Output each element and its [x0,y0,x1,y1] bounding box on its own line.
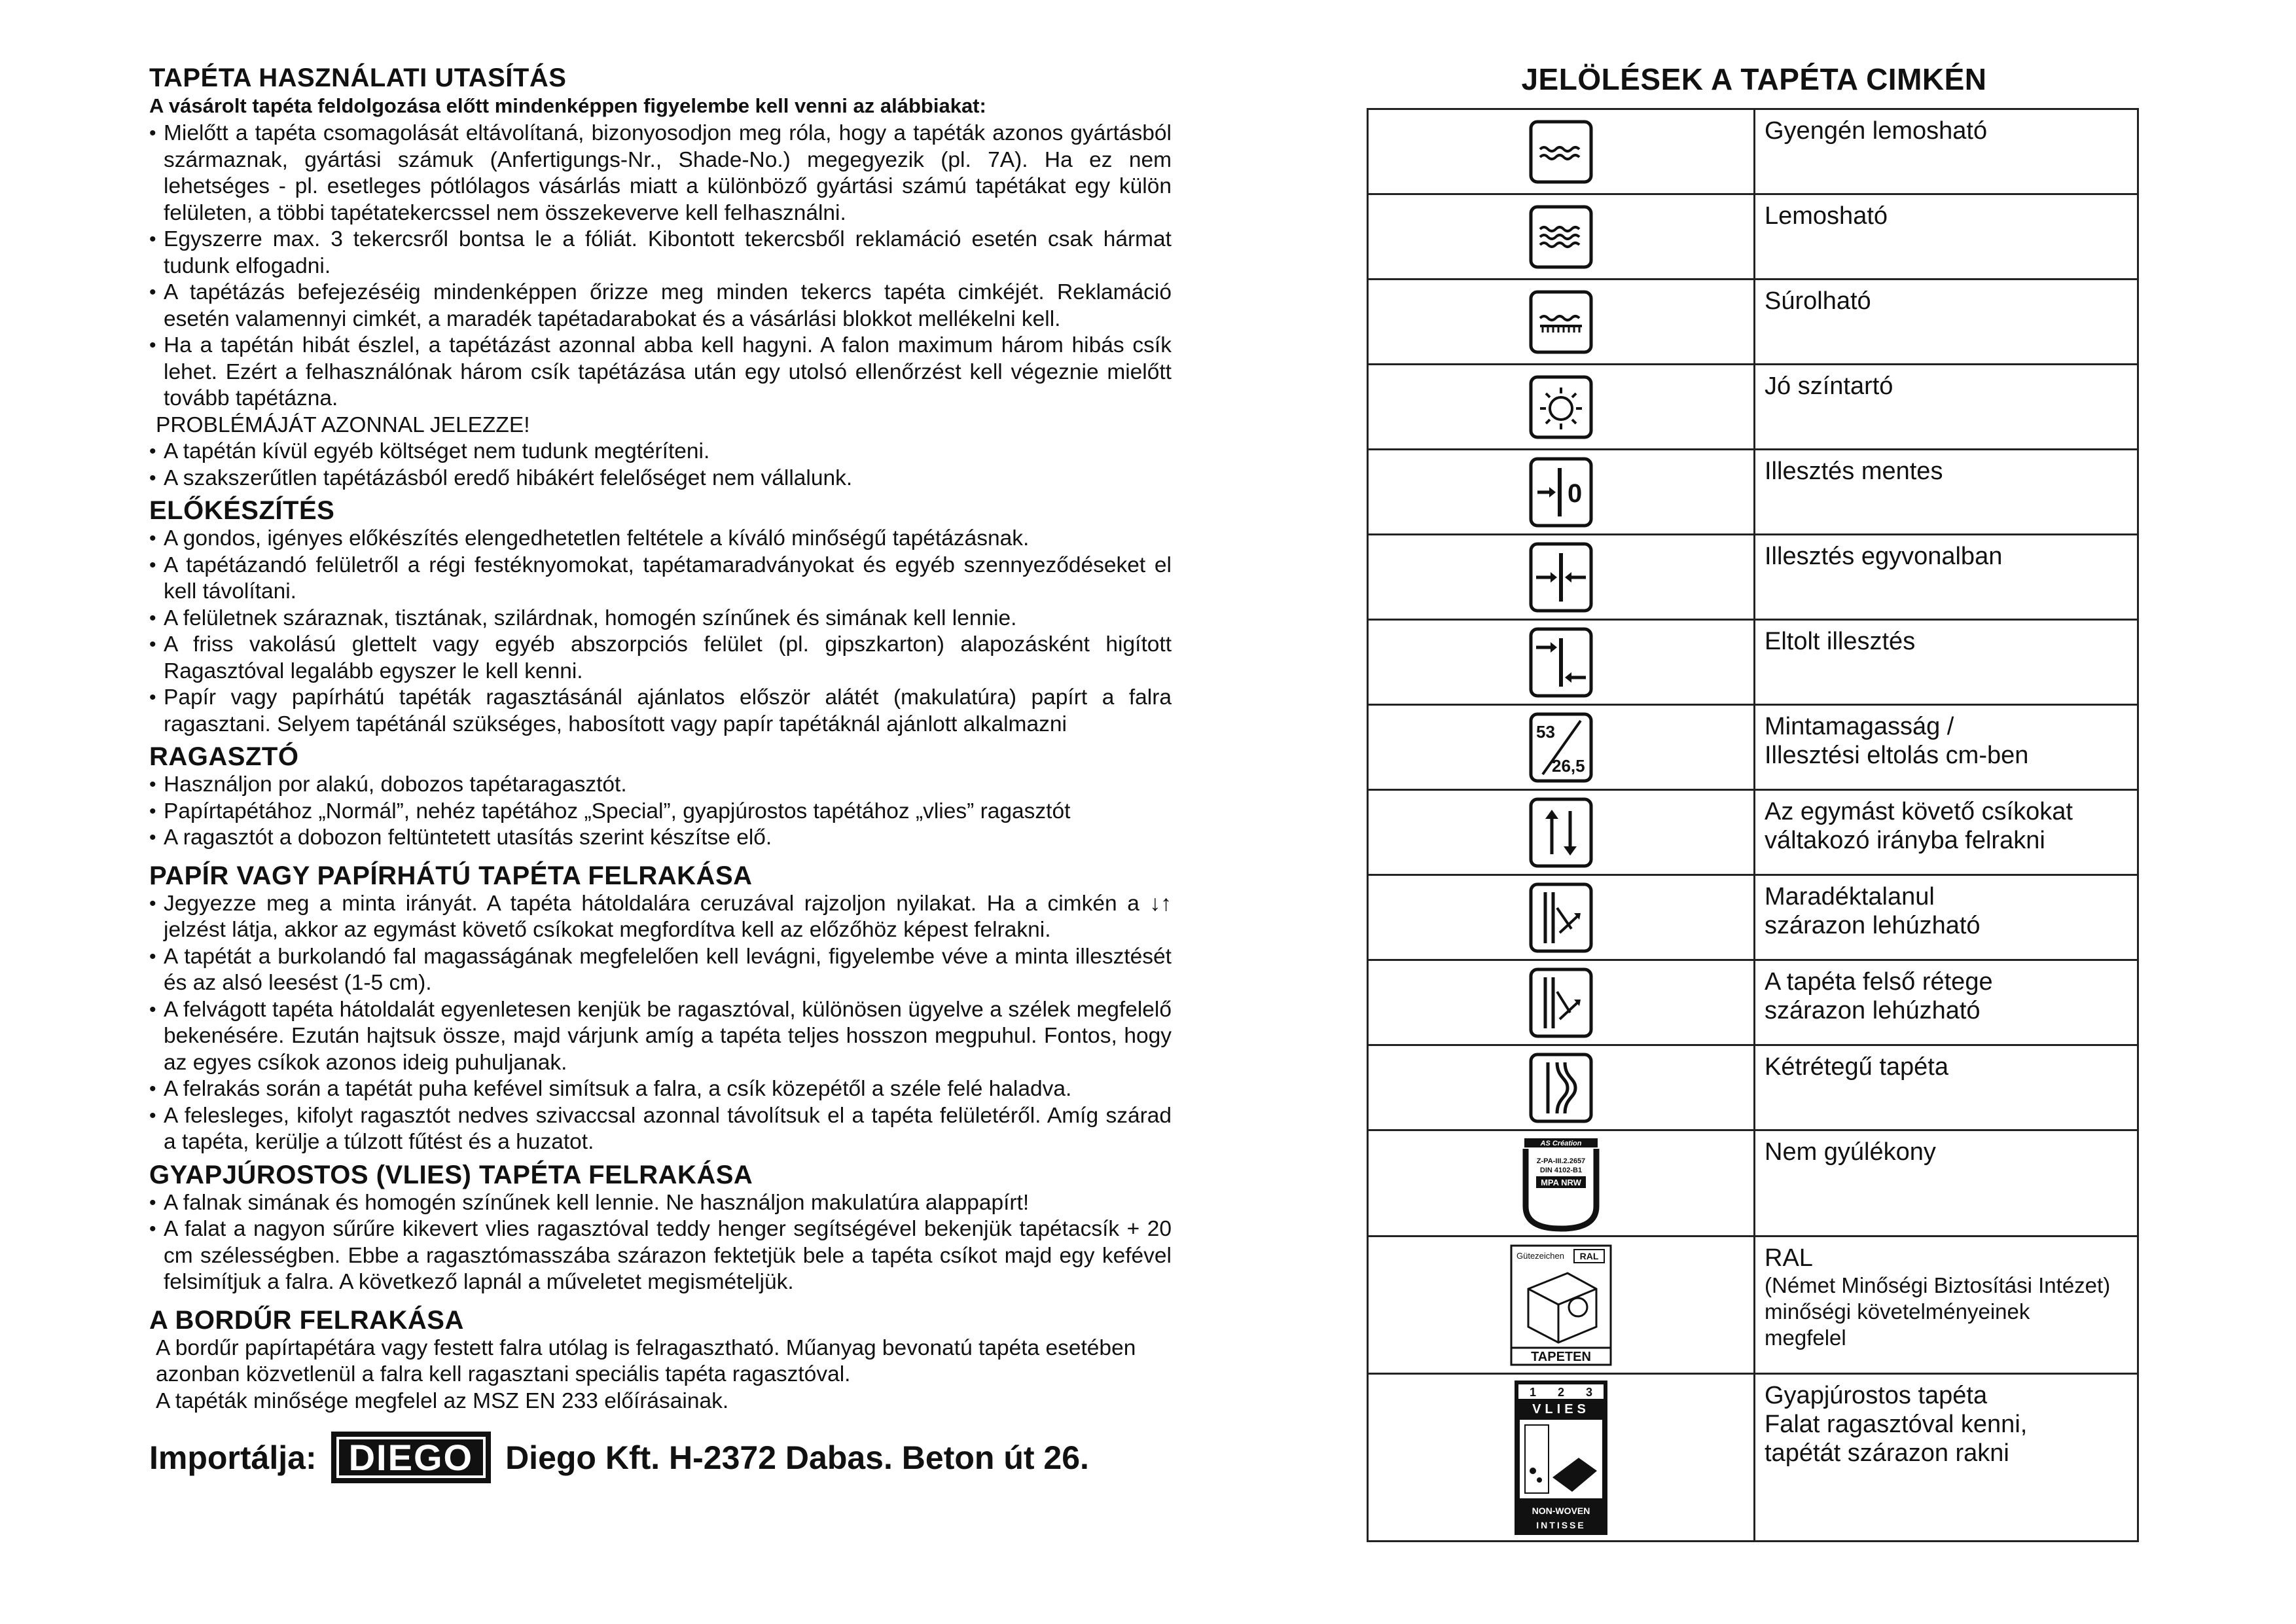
label-text: Lemosható [1755,194,2138,280]
label-text: Maradéktalanul szárazon lehúzható [1755,875,2138,960]
svg-text:INTISSE: INTISSE [1536,1519,1586,1530]
list-item: • Egyszerre max. 3 tekercsről bontsa le a fóliát. Kibontott tekercsből reklamáció esetén csak hármat tudunk elfogadni. [149,226,1172,280]
list-item: • Mielőtt a tapéta csomagolását eltávolítaná, bizonyosodjon meg róla, hogy a tapéták azonos gyártásból származnak, gyártási számuk (Anfertigungs-Nr., Shade-No.) megegyezik (pl. 7A). Ha ez nem lehetséges - pl. esetleges pótlólagos vásárlás miatt a különböző gyártási számú tapétákat egy külön felületen, a többi tapétatekercssel nem összekeverve kell felhasználni. [149,120,1172,226]
list-item: • Használjon por alakú, dobozos tapétaragasztót. [149,772,1172,799]
offset-match-icon [1528,626,1594,698]
svg-text:Gütezeichen: Gütezeichen [1516,1250,1564,1261]
ral-quality-icon [1509,1243,1613,1367]
svg-text:53: 53 [1536,721,1555,742]
strippable-icon [1528,882,1594,954]
glue-title: RAGASZTÓ [149,742,299,771]
paper-title: PAPÍR VAGY PAPÍRHÁTÚ TAPÉTA FELRAKÁSA [149,861,753,890]
list-item: • A tapétán kívül egyéb költséget nem tudunk megtéríteni. [149,439,1172,465]
importer-line [149,1432,1172,1483]
label-text: Nem gyúlékony [1755,1130,2138,1236]
duplex-icon [1528,1052,1594,1124]
reverse-hanging-icon [1528,797,1594,869]
table-row [1368,1236,2138,1374]
scrubbable-icon [1528,289,1594,355]
label-text: Eltolt illesztés [1755,620,2138,705]
svg-text:RAL: RAL [1579,1250,1599,1261]
table-row [1368,1130,2138,1236]
list-item: • A szakszerűtlen tapétázásból eredő hibákért felelőséget nem vállalunk. [149,465,1172,492]
border-text: A bordűr papírtapétára vagy festett falra utólag is felragasztható. Műanyag bevonatú tapéta esetében azonban közvetlenül a falra kell ragasztani speciális tapéta ragasztóval. [156,1335,1136,1386]
label-text: Gyengén lemosható [1755,109,2138,194]
table-row [1368,1374,2138,1542]
paper-list [149,891,1172,1156]
table-row [1368,194,2138,280]
svg-text:Z-PA-III.2.2657: Z-PA-III.2.2657 [1536,1157,1586,1165]
table-row [1368,790,2138,875]
spongeable-icon [1528,119,1594,185]
lightfast-sun-icon [1528,374,1594,440]
prep-list [149,526,1172,738]
list-item: • Ha a tapétán hibát észlel, a tapétázást azonnal abba kell hagyni. A falon maximum három hibás csík lehet. Ezért a felhasználónak három csík tapétázása után egy utolsó ellenőrzést kell végeznie mielőtt tovább tapétázna. [149,333,1172,412]
instructions-column [149,63,1172,1483]
glue-list [149,772,1172,852]
table-row [1368,960,2138,1045]
vlies-list [149,1190,1172,1296]
washable-icon [1528,204,1594,270]
table-row [1368,109,2138,194]
importer-label: Importálja: [149,1439,317,1476]
svg-text:1: 1 [1529,1385,1537,1399]
non-flammable-seal-icon [1515,1134,1607,1233]
svg-text:AS Création: AS Création [1540,1139,1582,1147]
list-item: • A tapétát a burkolandó fal magasságának megfelelően kell levágni, figyelembe véve a minta illesztését és az alsó leesést (1-5 cm). [149,944,1172,997]
table-row [1368,365,2138,450]
svg-text:26,5: 26,5 [1552,755,1585,776]
list-item: • A felrakás során a tapétát puha kefével simítsuk a falra, a csík közepétől a széle felé haladva. [149,1076,1172,1103]
standard-text: A tapéták minősége megfelel az MSZ EN 233 előírásainak. [156,1388,729,1413]
list-item: • A felesleges, kifolyt ragasztót nedves szivaccsal azonnal távolítsuk el a tapéta felületéről. Amíg szárad a tapéta, kerülje a túlzott fűtést és a huzatot. [149,1103,1172,1156]
table-row [1368,535,2138,620]
vlies-nonwoven-icon [1513,1379,1609,1536]
label-text: Mintamagasság / Illesztési eltolás cm-ben [1755,705,2138,790]
list-item: • Papírtapétához „Normál”, nehéz tapétához „Special”, gyapjúrostos tapétához „vlies” ragasztót [149,799,1172,825]
svg-text:DIN 4102-B1: DIN 4102-B1 [1539,1166,1583,1174]
label-text: Az egymást követő csíkokat váltakozó irányba felrakni [1755,790,2138,875]
label-text: Illesztés egyvonalban [1755,535,2138,620]
label-text: A tapéta felső rétege szárazon lehúzható [1755,960,2138,1045]
list-item: • A felületnek száraznak, tisztának, szilárdnak, homogén színűnek és simának kell lennie. [149,605,1172,632]
label-text: Gyapjúrostos tapéta Falat ragasztóval kenni, tapétát szárazon rakni [1755,1374,2138,1542]
list-item: • A friss vakolású glettelt vagy egyéb abszorpciós felület (pl. gipszkarton) alapozásként higított Ragasztóval legalább egyszer le kell kenni. [149,632,1172,685]
vlies-title: GYAPJÚROSTOS (VLIES) TAPÉTA FELRAKÁSA [149,1160,753,1189]
list-item: • Papír vagy papírhátú tapéták ragasztásánál ajánlatos először alátét (makulatúra) papírt a falra ragasztani. Selyem tapétánál szükséges, habosított vagy papír tapétáknál ajánlott alkalmazni [149,685,1172,738]
list-item: • A tapétázandó felületről a régi festéknyomokat, tapétamaradványokat és egyéb szennyeződéseket el kell távolítani. [149,552,1172,605]
label-text: Súrolható [1755,280,2138,365]
svg-text:TAPETEN: TAPETEN [1531,1349,1591,1364]
usage-list [149,120,1172,412]
table-row [1368,875,2138,960]
list-item: • A falat a nagyon sűrűre kikevert vlies ragasztóval teddy henger segítségével bekenjük tapétacsík + 20 cm szélességben. Ebbe a ragasztómasszába szárazon fektetjük bele a tapéta csíkot majd egy kefével felsimítjuk a falra. A következő lapnál a műveletet megismételjük. [149,1216,1172,1296]
prep-title: ELŐKÉSZÍTÉS [149,496,335,525]
svg-text:0: 0 [1568,478,1583,508]
list-item: • A gondos, igényes előkészítés elengedhetetlen feltétele a kíváló minőségű tapétázásnak. [149,526,1172,552]
svg-text:VLIES: VLIES [1532,1401,1590,1416]
svg-text:NON-WOVEN: NON-WOVEN [1532,1505,1590,1516]
svg-text:2: 2 [1557,1385,1565,1399]
instructions-intro: A vásárolt tapéta feldolgozása előtt mindenképpen figyelembe kell venni az alábbiakat: [149,94,986,117]
svg-text:MPA NRW: MPA NRW [1541,1177,1581,1187]
label-text: Kétrétegű tapéta [1755,1045,2138,1130]
instructions-title: TAPÉTA HASZNÁLATI UTASÍTÁS [149,63,567,92]
svg-text:3: 3 [1585,1385,1593,1399]
importer-address: Diego Kft. H-2372 Dabas. Beton út 26. [505,1439,1089,1476]
report-line: PROBLÉMÁJÁT AZONNAL JELEZZE! [156,412,530,437]
diego-logo: DIEGO [331,1432,491,1483]
table-row [1368,1045,2138,1130]
free-match-icon [1528,456,1594,528]
list-item: • A falnak simának és homogén színűnek kell lennie. Ne használjon makulatúra alappapírt! [149,1190,1172,1217]
peelable-icon [1528,967,1594,1039]
label-text: Illesztés mentes [1755,450,2138,535]
table-row [1368,280,2138,365]
usage-list-2 [149,439,1172,492]
list-item: • Jegyezze meg a minta irányát. A tapéta hátoldalára ceruzával rajzoljon nyilakat. Ha a cimkén a ↓↑ jelzést látja, akkor az egymást követő csíkokat megfordítva kell az előzőhöz képest felrakni. [149,891,1172,944]
symbols-table [1367,108,2139,1542]
table-row [1368,705,2138,790]
border-title: A BORDŰR FELRAKÁSA [149,1305,464,1335]
label-text: RAL (Német Minőségi Biztosítási Intézet) minőségi követelményeinek megfelel [1755,1236,2138,1374]
list-item: • A felvágott tapéta hátoldalát egyenletesen kenjük be ragasztóval, különösen ügyelve a szélek megfelelő bekenésére. Ezután hajtsuk össze, majd várjunk amíg a tapéta teljes hosszon megpuhul. Fontos, hogy az egyes csíkok azonos ideig puhuljanak. [149,997,1172,1077]
table-row [1368,450,2138,535]
list-item: • A tapétázás befejezéséig mindenképpen őrizze meg minden tekercs tapéta cimkéjét. Reklamáció esetén valamennyi cimkét, a maradék tapétadarabokat és a vásárlási blokkot mellékelni kell. [149,280,1172,333]
straight-match-icon [1528,541,1594,613]
list-item: • A ragasztót a dobozon feltüntetett utasítás szerint készítse elő. [149,825,1172,852]
pattern-repeat-icon [1528,712,1594,784]
symbols-title: JELÖLÉSEK A TAPÉTA CIMKÉN [1521,62,1987,96]
label-text: Jó színtartó [1755,365,2138,450]
table-row [1368,620,2138,705]
